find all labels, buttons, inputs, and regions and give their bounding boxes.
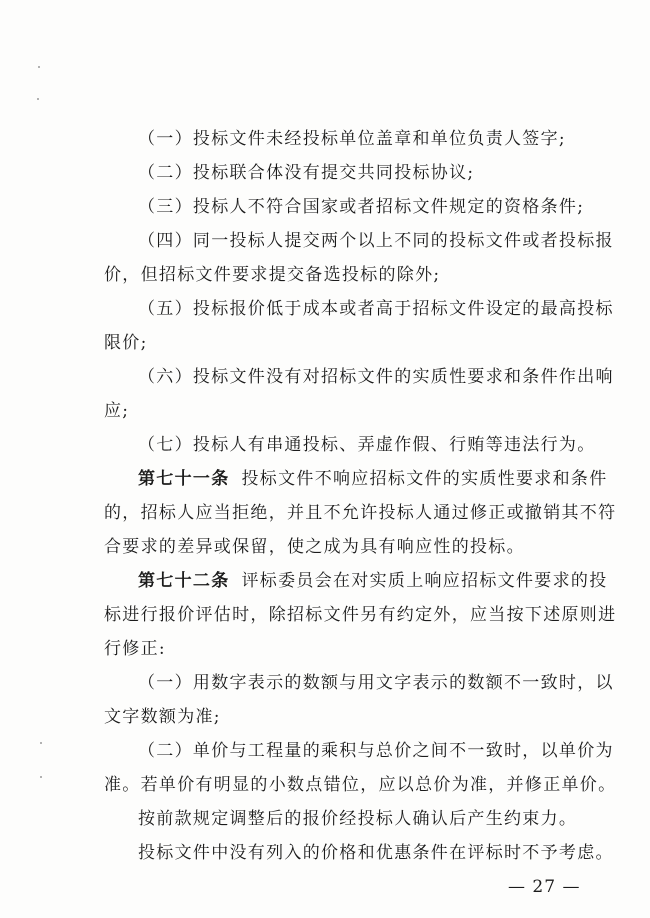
item-2-line: （二）投标联合体没有提交共同投标协议; [138,163,475,183]
article-72-line-2: 标进行报价评估时，除招标文件另有约定外，应当按下述原则进 [104,605,617,625]
scan-speck [40,742,42,744]
article-71-text: 投标文件不响应招标文件的实质性要求和条件 [241,469,608,489]
article-72-first-line [138,571,608,591]
closing-line-2: 投标文件中没有列入的价格和优惠条件在评标时不予考虑。 [138,843,614,863]
article-71-first-line [138,469,608,489]
article-71-line-2: 的，招标人应当拒绝，并且不允许投标人通过修正或撤销其不符 [104,503,617,523]
rule-2-line-1: （二）单价与工程量的乘积与总价之间不一致时，以单价为 [138,741,614,761]
item-4-line-2: 价，但招标文件要求提交备选投标的除外; [104,265,441,285]
article-71-line-3: 合要求的差异或保留，使之成为具有响应性的投标。 [104,537,525,557]
item-6-line-1: （六）投标文件没有对招标文件的实质性要求和条件作出响 [138,367,614,387]
closing-line-1: 按前款规定调整后的报价经投标人确认后产生约束力。 [138,809,578,829]
rule-2-line-2: 准。若单价有明显的小数点错位，应以总价为准，并修正单价。 [104,775,617,795]
item-5-line-1: （五）投标报价低于成本或者高于招标文件设定的最高投标 [138,299,614,319]
item-4-line-1: （四）同一投标人提交两个以上不同的投标文件或者投标报 [138,231,614,251]
scan-speck [40,776,42,778]
scan-speck [37,98,39,100]
article-71-heading: 第七十一条 [138,469,230,489]
item-3-line: （三）投标人不符合国家或者招标文件规定的资格条件; [138,197,585,217]
item-7-line: （七）投标人有串通投标、弄虚作假、行贿等违法行为。 [138,435,596,455]
rule-1-line-2: 文字数额为准; [104,707,221,727]
scan-speck [38,66,40,68]
item-5-line-2: 限价; [104,333,148,353]
rule-1-line-1: （一）用数字表示的数额与用文字表示的数额不一致时，以 [138,673,614,693]
article-72-text: 评标委员会在对实质上响应招标文件要求的投 [241,571,608,591]
item-1-line: （一）投标文件未经投标单位盖章和单位负责人签字; [138,129,566,149]
item-6-line-2: 应; [104,401,130,421]
page-number: — 27 — [508,877,581,897]
article-72-line-3: 行修正: [104,639,166,659]
article-72-heading: 第七十二条 [138,571,230,591]
